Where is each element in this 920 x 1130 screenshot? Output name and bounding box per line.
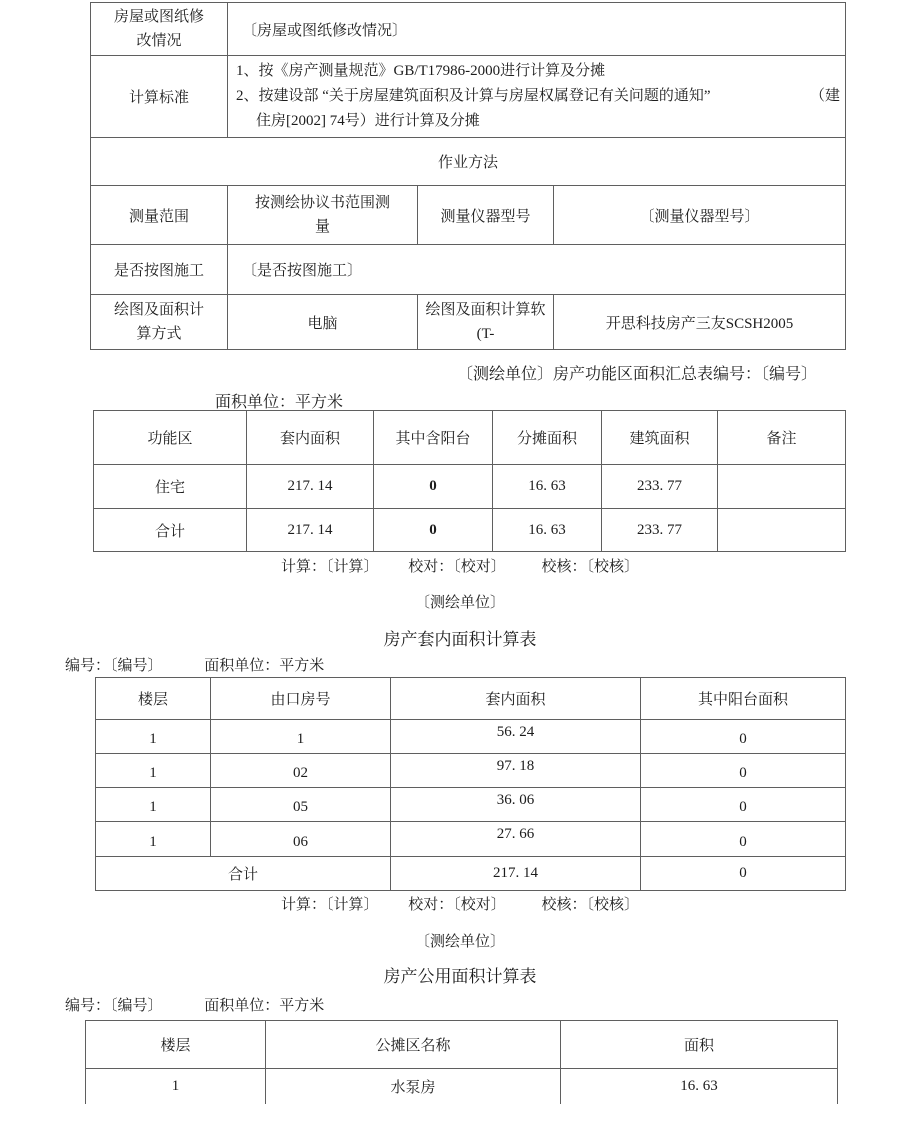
table-row (86, 1069, 838, 1104)
table-row (91, 3, 846, 56)
sign-calc: 计算：〔计算〕 (280, 559, 379, 575)
sign-proof: 校对：〔校对〕 (408, 897, 506, 913)
header-inner-area: 套内面积 (391, 678, 641, 720)
label-line: 房屋或图纸修 (113, 9, 204, 25)
cell-building-area: 233. 77 (602, 509, 718, 552)
cell-perdrawing-value: 〔是否按图施工〕 (228, 245, 846, 295)
table-row (91, 295, 846, 350)
sign-proof: 校对：〔校对〕 (408, 559, 506, 575)
table-row (91, 138, 846, 186)
cell-shared-area: 16. 63 (493, 509, 602, 552)
table-header-row (96, 678, 846, 720)
table-header-row (94, 411, 846, 465)
survey-org-line: 〔测绘单位〕 (414, 934, 505, 950)
header-shared-zone-name: 公摊区名称 (266, 1021, 561, 1069)
cell-total-inner-area: 217. 14 (391, 857, 641, 891)
header-room-no: 由口房号 (211, 678, 391, 720)
cell-instrument-label: 测量仪器型号 (418, 186, 554, 245)
cell-drawmode-value: 电脑 (228, 295, 418, 350)
sign-check: 校核：〔校核〕 (541, 559, 640, 575)
software-line: 绘图及面积计算软 (425, 302, 546, 318)
header-balcony: 其中含阳台 (374, 411, 493, 465)
cell-shared-zone-name: 水泵房 (266, 1069, 561, 1104)
cell-shared-area: 16. 63 (493, 465, 602, 509)
cell-floor: 1 (86, 1069, 266, 1104)
label-line: 改情况 (136, 33, 182, 49)
standard-line-1: 1、按《房产测量规范》GB/T17986-2000进行计算及分摊 (236, 63, 606, 79)
cell-room-no: 02 (211, 754, 391, 788)
cell-perdrawing-label: 是否按图施工 (91, 245, 228, 295)
cell-balcony: 0 (374, 465, 493, 509)
cell-inner-area: 97. 18 (391, 754, 641, 788)
header-remark: 备注 (718, 411, 846, 465)
cell-category: 合计 (94, 509, 247, 552)
survey-info-table (90, 2, 846, 350)
label-line: 绘图及面积计 (113, 302, 204, 318)
cell-standard-label: 计算标准 (91, 56, 228, 138)
table-row (96, 754, 846, 788)
cell-remark (718, 509, 846, 552)
public-area-table (85, 1020, 838, 1104)
cell-inner-area: 217. 14 (247, 465, 374, 509)
survey-org-line: 〔测绘单位〕 (414, 595, 505, 611)
standard-line-2-tail: （建 (810, 88, 841, 104)
cell-balcony-area: 0 (641, 720, 846, 754)
cell-standard-value (228, 56, 846, 138)
cell-balcony-area: 0 (641, 788, 846, 822)
sign-check: 校核：〔校核〕 (541, 897, 640, 913)
header-shared-area: 分摊面积 (493, 411, 602, 465)
inner-area-title: 房产套内面积计算表 (383, 630, 537, 649)
inner-area-unit-note: 面积单位：平方米 (204, 658, 325, 674)
cell-floor: 1 (96, 788, 211, 822)
cell-software-label (418, 295, 554, 350)
sign-calc: 计算：〔计算〕 (280, 897, 379, 913)
cell-instrument-value: 〔测量仪器型号〕 (554, 186, 846, 245)
label-line: 算方式 (136, 326, 182, 342)
function-area-summary-table (93, 410, 846, 552)
standard-line-3: 住房[2002] 74号）进行计算及分摊 (256, 113, 480, 129)
public-area-meta (65, 994, 324, 1015)
cell-balcony: 0 (374, 509, 493, 552)
cell-room-no: 1 (211, 720, 391, 754)
scope-line: 按测绘协议书范围测 (254, 195, 390, 211)
table-total-row (96, 857, 846, 891)
cell-method-title: 作业方法 (91, 138, 846, 186)
inner-area-meta (65, 654, 324, 675)
sign-line (0, 893, 920, 914)
cell-room-no: 05 (211, 788, 391, 822)
header-floor: 楼层 (96, 678, 211, 720)
software-line: (T- (476, 326, 495, 342)
cell-inner-area: 56. 24 (391, 720, 641, 754)
cell-scope-label: 测量范围 (91, 186, 228, 245)
table-row (94, 465, 846, 509)
cell-drawmode-label (91, 295, 228, 350)
cell-remark (718, 465, 846, 509)
cell-total-balcony: 0 (641, 857, 846, 891)
header-inner-area: 套内面积 (247, 411, 374, 465)
public-area-number: 编号：〔编号〕 (65, 998, 163, 1014)
cell-total-label: 合计 (96, 857, 391, 891)
cell-modification-value: 〔房屋或图纸修改情况〕 (228, 3, 846, 56)
table-header-row (86, 1021, 838, 1069)
header-floor: 楼层 (86, 1021, 266, 1069)
sign-line (0, 555, 920, 576)
cell-building-area: 233. 77 (602, 465, 718, 509)
cell-floor: 1 (96, 720, 211, 754)
cell-floor: 1 (96, 822, 211, 857)
cell-inner-area: 36. 06 (391, 788, 641, 822)
summary-caption: 〔测绘单位〕房产功能区面积汇总表编号：〔编号〕 (456, 366, 817, 383)
standard-line-2 (236, 84, 840, 109)
header-balcony-area: 其中阳台面积 (641, 678, 846, 720)
table-row (96, 788, 846, 822)
standard-line-2-text: 2、按建设部 “关于房屋建筑面积及计算与房屋权属登记有关问题的通知” (236, 88, 711, 104)
table-row (91, 245, 846, 295)
table-row (91, 186, 846, 245)
cell-category: 住宅 (94, 465, 247, 509)
cell-room-no: 06 (211, 822, 391, 857)
inner-area-number: 编号：〔编号〕 (65, 658, 163, 674)
table-row (96, 822, 846, 857)
cell-inner-area: 217. 14 (247, 509, 374, 552)
cell-balcony-area: 0 (641, 822, 846, 857)
cell-modification-label (91, 3, 228, 56)
public-area-title: 房产公用面积计算表 (383, 967, 537, 986)
cell-scope-value (228, 186, 418, 245)
header-building-area: 建筑面积 (602, 411, 718, 465)
public-area-unit-note: 面积单位：平方米 (204, 998, 325, 1014)
header-function-area: 功能区 (94, 411, 247, 465)
header-area: 面积 (561, 1021, 838, 1069)
scope-line: 量 (314, 219, 330, 235)
summary-unit-note: 面积单位：平方米 (215, 394, 344, 411)
table-row (96, 720, 846, 754)
cell-area: 16. 63 (561, 1069, 838, 1104)
cell-balcony-area: 0 (641, 754, 846, 788)
cell-software-value: 开思科技房产三友SCSH2005 (554, 295, 846, 350)
table-row (94, 509, 846, 552)
table-row (91, 56, 846, 138)
cell-inner-area: 27. 66 (391, 822, 641, 857)
inner-area-table (95, 677, 846, 891)
cell-floor: 1 (96, 754, 211, 788)
